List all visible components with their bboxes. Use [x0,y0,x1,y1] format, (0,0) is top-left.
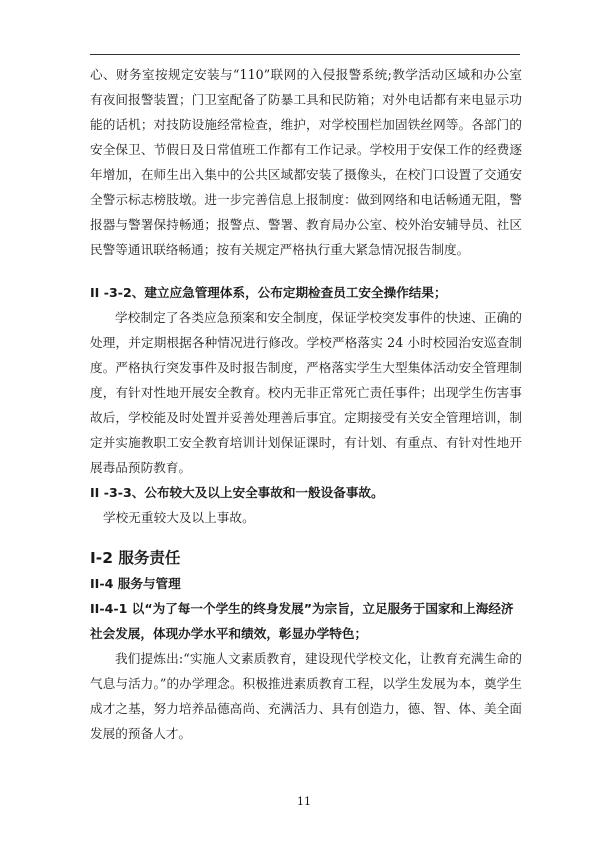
header-rule [90,54,520,55]
section-heading-ii-4: II-4 服务与管理 [90,576,181,591]
spacer [90,262,522,280]
spacer [90,530,522,545]
section-heading-ii-3-3: II -3-3、公布较大及以上安全事故和一般设备事故。 [90,485,384,500]
section-heading-ii-4-1: II-4-1 以“为了每一个学生的终身发展”为宗旨，立足服务于国家和上海经济社会发展，体现办学水平和绩效，彰显办学特色； [90,601,514,641]
section-heading-ii-3-2: II -3-2、建立应急管理体系，公布定期检查员工安全操作结果； [90,285,447,300]
page-number: 11 [297,795,311,808]
section-paragraph-ii-3-3: 学校无重较大及以上事故。 [103,510,255,525]
document-page [90,62,522,746]
section-paragraph-ii-4-1: 我们提炼出:“实施人文素质教育，建设现代学校文化，让教育充满生命的气息与活力。”的办学理念。积极推进素质教育工程，以学生发展为本，奠学生成才之基，努力培养品德高尚、充满活力、具有创造力，德、智、体、美全面发展的预备人才。 [90,651,522,741]
section-heading-i-2: I-2 服务责任 [90,549,181,567]
continued-paragraph: 心、财务室按规定安装与“110”联网的入侵报警系统;教学活动区域和办公室有夜间报警装置；门卫室配备了防暴工具和民防箱；对外电话都有来电显示功能的话机；对技防设施经常检查，维护，对学校围栏加固铁丝网等。各部门的安全保卫、节假日及日常值班工作都有工作记录。学校用于安保工作的经费逐年增加，在师生出入集中的公共区域都安装了摄像头，在校门口设置了交通安全警示标志榜肢墩。进一步完善信息上报制度：做到网络和电话畅通无阻，警报器与警署保持畅通；报警点、警署、教育局办公室、校外治安辅导员、社区民警等通讯联络畅通；按有关规定严格执行重大紧急情况报告制度。 [90,67,522,257]
section-paragraph-ii-3-2: 学校制定了各类应急预案和安全制度，保证学校突发事件的快速、正确的处理，并定期根据各种情况进行修改。学校严格落实 24 小时校园治安巡查制度。严格执行突发事件及时报告制度，严格落实学生大型集体活动安全管理制度，有针对性地开展安全教育。校内无非正常死亡责任事件；出现学生伤害事故后，学校能及时处置并妥善处理善后事宜。定期接受有关安全管理培训，制定并实施教职工安全教育培训计划保证课时，有计划、有重点、有针对性地开展毒品预防教育。 [90,310,522,475]
